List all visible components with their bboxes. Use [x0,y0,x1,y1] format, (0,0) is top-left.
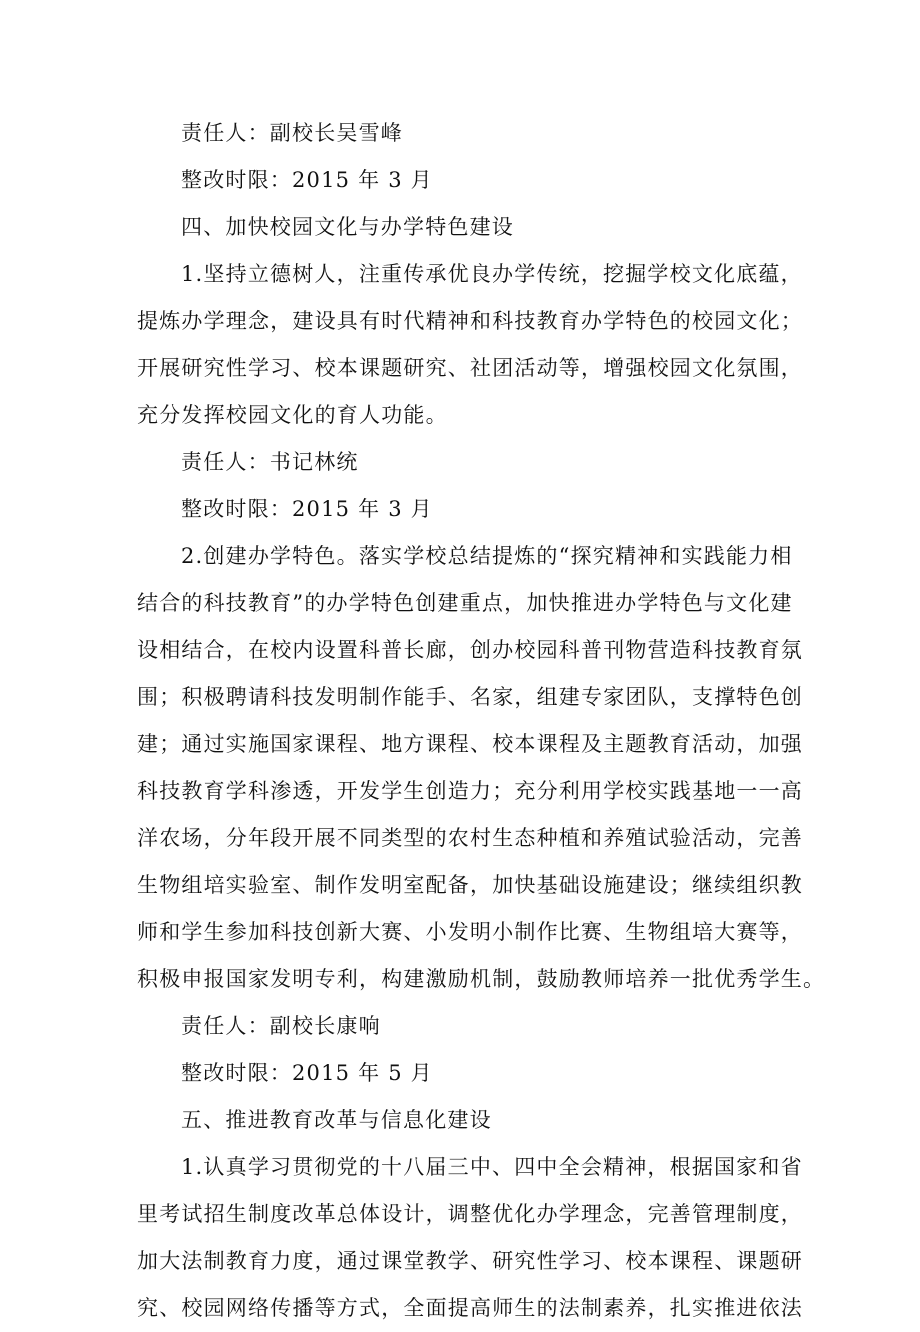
responsible-person-line: 责任人：副校长康响 [181,1014,381,1038]
section-heading-five: 五、推进教育改革与信息化建设 [181,1108,492,1132]
paragraph-line: 2.创建办学特色。落实学校总结提炼的“探究精神和实践能力相 [181,544,793,568]
paragraph-line: 设相结合，在校内设置科普长廊，创办校园科普刊物营造科技教育氛 [137,638,803,662]
paragraph-line: 里考试招生制度改革总体设计，调整优化办学理念，完善管理制度， [137,1202,803,1226]
paragraph-line: 围；积极聘请科技发明制作能手、名家，组建专家团队，支撑特色创 [137,685,803,709]
paragraph-line: 建；通过实施国家课程、地方课程、校本课程及主题教育活动，加强 [137,732,803,756]
paragraph-line: 充分发挥校园文化的育人功能。 [137,403,448,427]
paragraph-line: 开展研究性学习、校本课题研究、社团活动等，增强校园文化氛围， [137,356,803,380]
paragraph-line: 洋农场，分年段开展不同类型的农村生态种植和养殖试验活动，完善 [137,826,803,850]
deadline-line: 整改时限：2015 年 3 月 [181,497,433,521]
paragraph-line: 提炼办学理念，建设具有时代精神和科技教育办学特色的校园文化； [137,309,803,333]
paragraph-line: 科技教育学科渗透，开发学生创造力；充分利用学校实践基地一一高 [137,779,803,803]
responsible-person-line: 责任人：书记林统 [181,450,359,474]
paragraph-line: 师和学生参加科技创新大赛、小发明小制作比赛、生物组培大赛等， [137,920,803,944]
paragraph-line: 生物组培实验室、制作发明室配备，加快基础设施建设；继续组织教 [137,873,803,897]
paragraph-line: 1.坚持立德树人，注重传承优良办学传统，挖掘学校文化底蕴， [181,262,803,286]
paragraph-line: 积极申报国家发明专利，构建激励机制，鼓励教师培养一批优秀学生。 [137,967,826,991]
deadline-line: 整改时限：2015 年 3 月 [181,168,433,192]
paragraph-line: 究、校园网络传播等方式，全面提高师生的法制素养，扎实推进依法 [137,1296,803,1320]
responsible-person-line: 责任人：副校长吴雪峰 [181,121,403,145]
paragraph-line: 1.认真学习贯彻党的十八届三中、四中全会精神，根据国家和省 [181,1155,803,1179]
section-heading-four: 四、加快校园文化与办学特色建设 [181,215,514,239]
deadline-line: 整改时限：2015 年 5 月 [181,1061,433,1085]
document-body [137,110,826,1332]
paragraph-line: 结合的科技教育”的办学特色创建重点，加快推进办学特色与文化建 [137,591,793,615]
paragraph-line: 加大法制教育力度，通过课堂教学、研究性学习、校本课程、课题研 [137,1249,803,1273]
